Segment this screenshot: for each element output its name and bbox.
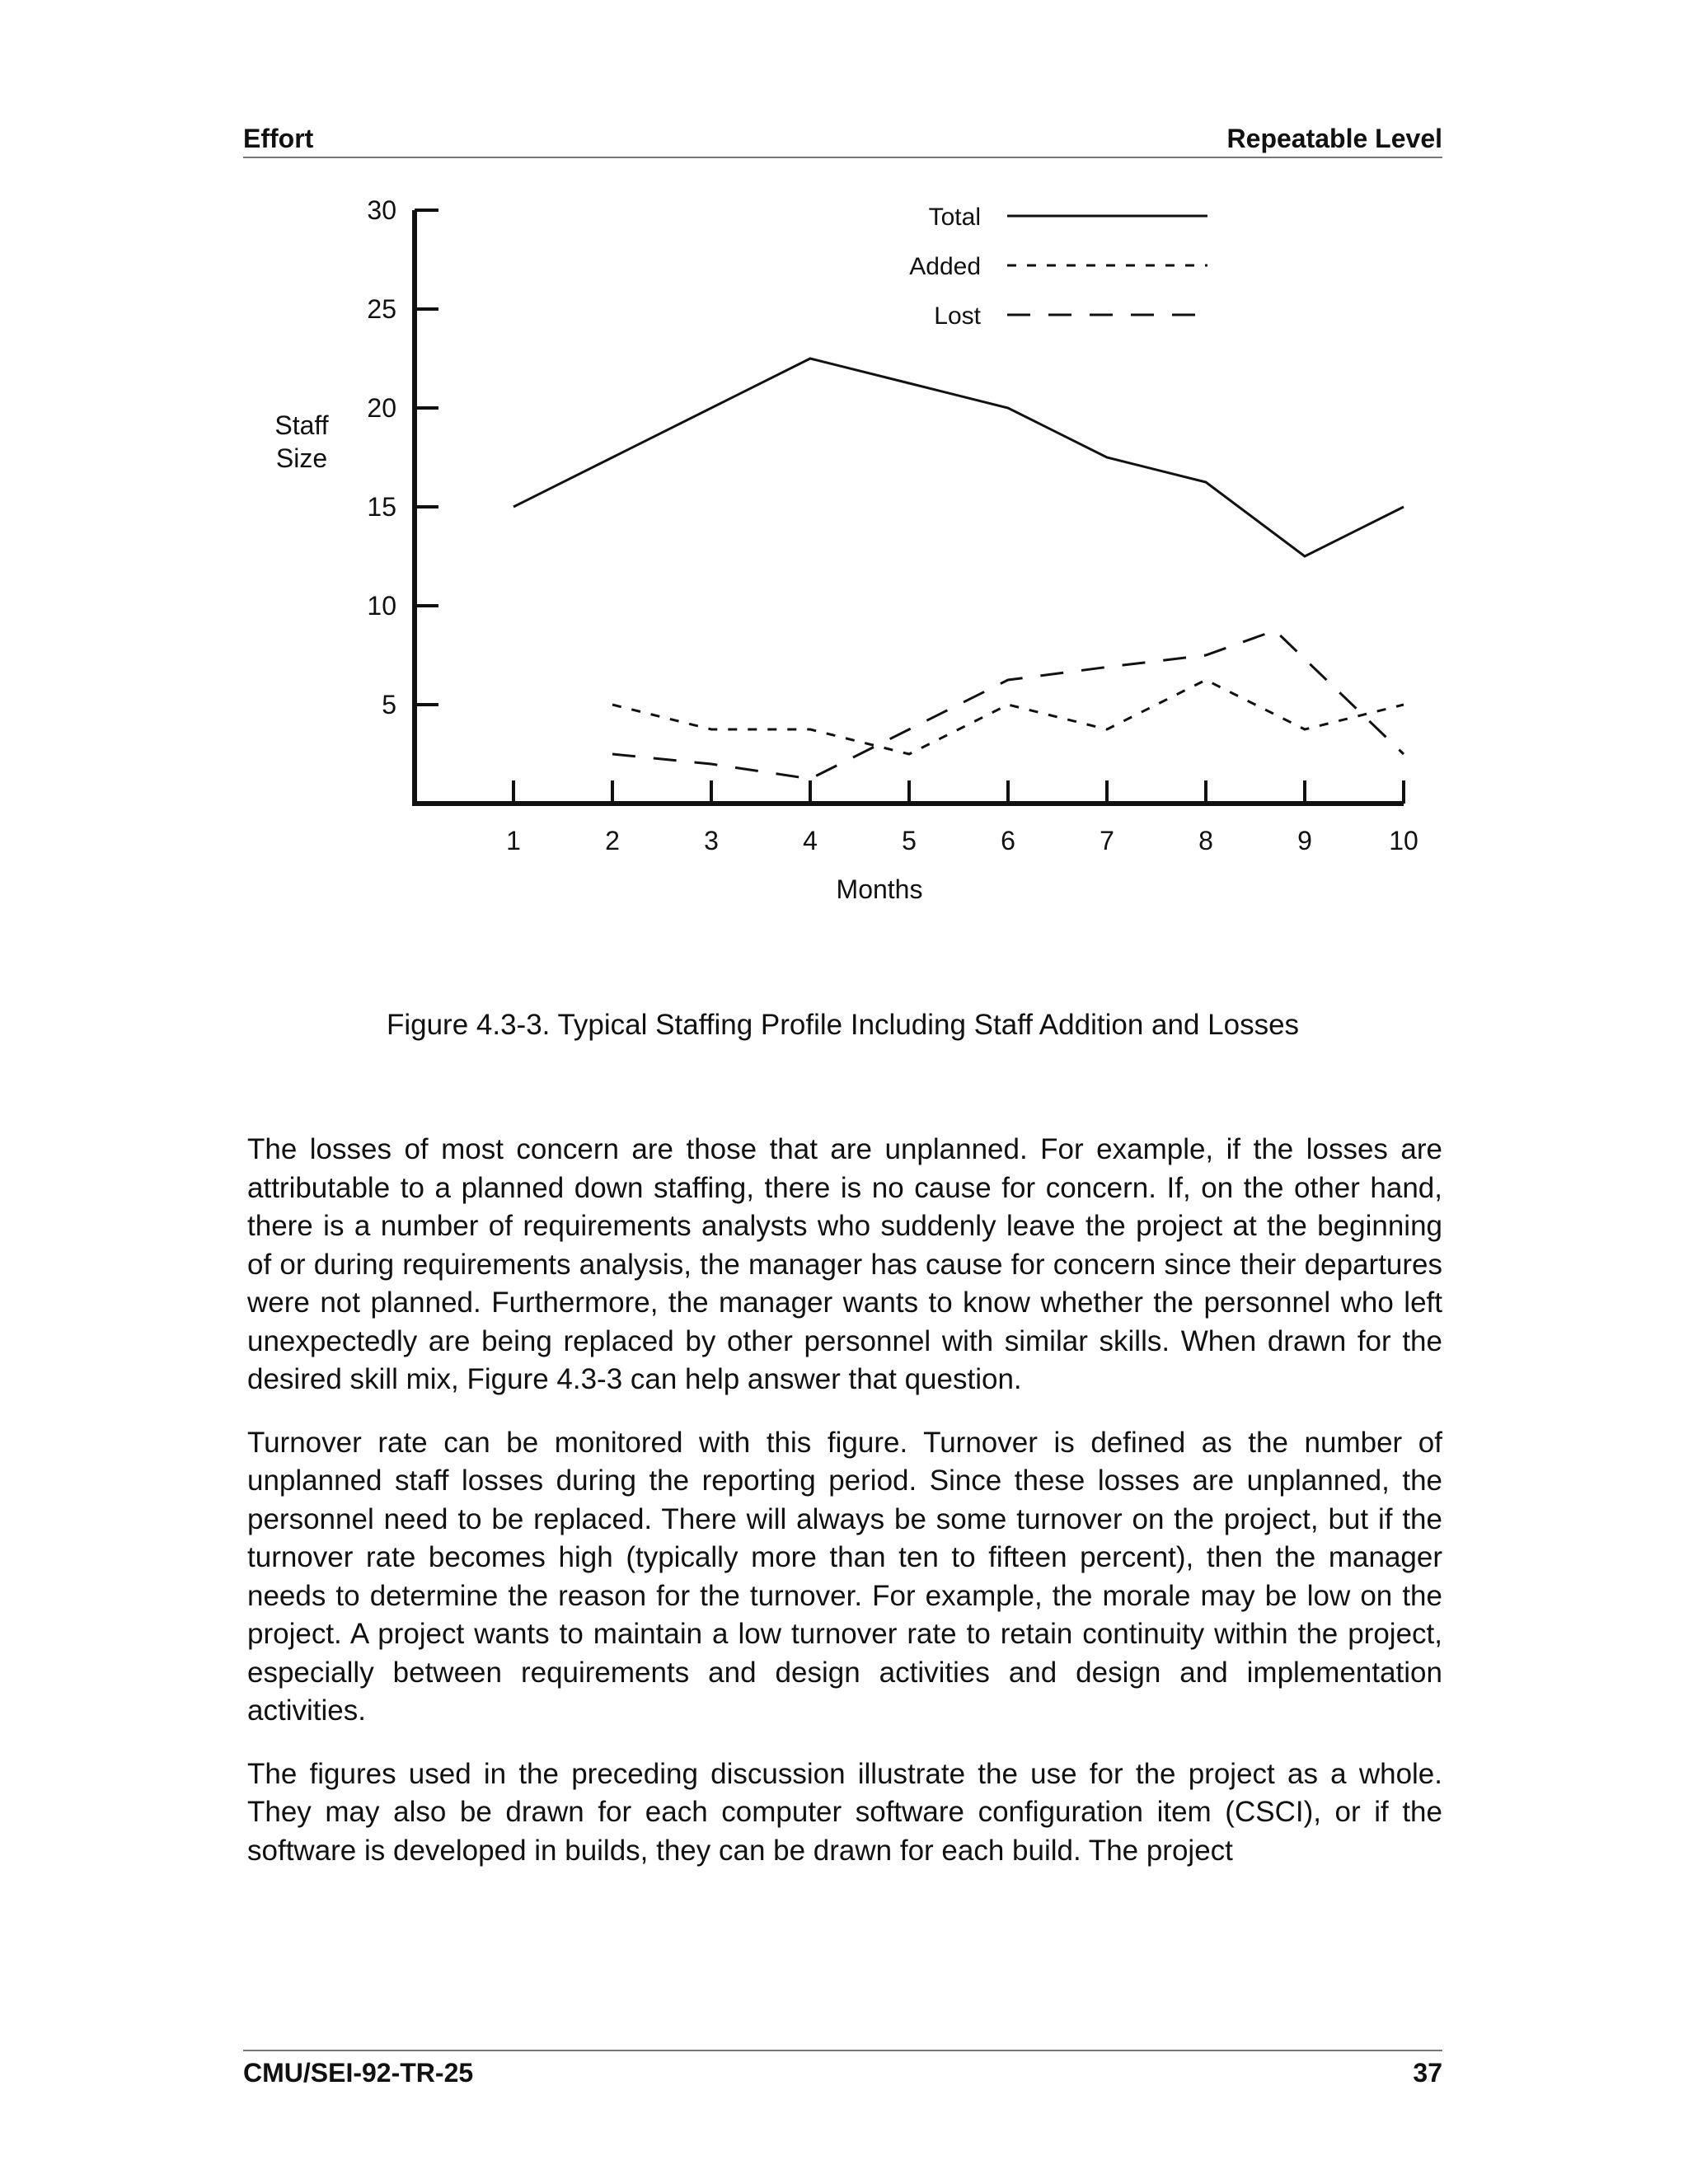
x-tick-label: 2 (605, 826, 620, 855)
legend-label-total: Total (928, 204, 981, 231)
x-tick-label: 6 (1001, 826, 1015, 855)
figure-caption: Figure 4.3-3. Typical Staffing Profile Including Staff Addition and Losses (386, 1009, 1300, 1041)
header-level-title: Repeatable Level (1226, 124, 1442, 153)
chart-legend (909, 204, 1207, 330)
series-line-lost (612, 630, 1404, 779)
y-tick-label: 10 (367, 591, 396, 621)
footer-report-id: CMU/SEI-92-TR-25 (243, 2058, 474, 2088)
x-axis-label: Months (836, 874, 923, 904)
paragraph: The losses of most concern are those that are unplanned. For example, if the losses are attributable to a planned down staffing, there is no cause for concern. If, on the other hand, there is a number of requirements analysts who suddenly leave the project at the beginning of or during requirements analysis, the manager has cause for concern since their departures were not planned. Furthermore, the manager wants to know whether the personnel who left unexpectedly are being replaced by other personnel with similar skills. When drawn for the desired skill mix, Figure 4.3-3 can help answer that question. (247, 1133, 1442, 1395)
x-axis-ticks (506, 780, 1418, 855)
page-number: 37 (1413, 2058, 1442, 2088)
body-text (247, 1131, 1442, 1895)
y-axis-label (274, 410, 328, 473)
legend-label-lost: Lost (934, 302, 981, 330)
x-tick-label: 1 (506, 826, 521, 855)
y-tick-label: 15 (367, 492, 396, 522)
y-axis-label-line: Staff (274, 410, 329, 440)
x-tick-label: 9 (1297, 826, 1312, 855)
series-line-total (513, 359, 1404, 556)
x-tick-label: 10 (1389, 826, 1418, 855)
x-tick-label: 4 (803, 826, 818, 855)
y-tick-label: 25 (367, 294, 396, 324)
y-axis-label-line: Size (275, 443, 328, 473)
chart-axes (412, 210, 1404, 804)
y-tick-label: 30 (367, 195, 396, 225)
x-tick-label: 5 (902, 826, 917, 855)
paragraph: Turnover rate can be monitored with this figure. Turnover is defined as the number of unplanned staff losses during the reporting period. Since these losses are unplanned, the personnel need to be replaced. There will always be some turnover on the project, but if the turnover rate becomes high (typically more than ten to fifteen percent), then the manager needs to determine the reason for the turnover. For example, the morale may be low on the project. A project wants to maintain a low turnover rate to retain continuity within the project, especially between requirements and design activities and design and implementation activities. (247, 1426, 1442, 1727)
series-line-added (612, 680, 1404, 754)
x-tick-label: 8 (1198, 826, 1213, 855)
y-tick-label: 20 (367, 393, 396, 423)
x-tick-label: 3 (704, 826, 719, 855)
paragraph: The figures used in the preceding discussion illustrate the use for the project as a whole. They may also be drawn for each computer software configuration item (CSCI), or if the software is developed in builds, they can be drawn for each build. The project (247, 1757, 1442, 1867)
header-section-title: Effort (243, 124, 314, 153)
page-footer (243, 2058, 1442, 2088)
legend-label-added: Added (909, 253, 981, 280)
y-axis-ticks (367, 195, 438, 719)
chart-series (513, 359, 1404, 779)
footer-rule (243, 2050, 1442, 2051)
y-tick-label: 5 (382, 690, 396, 719)
staffing-profile-chart (0, 0, 1688, 948)
x-tick-label: 7 (1100, 826, 1114, 855)
